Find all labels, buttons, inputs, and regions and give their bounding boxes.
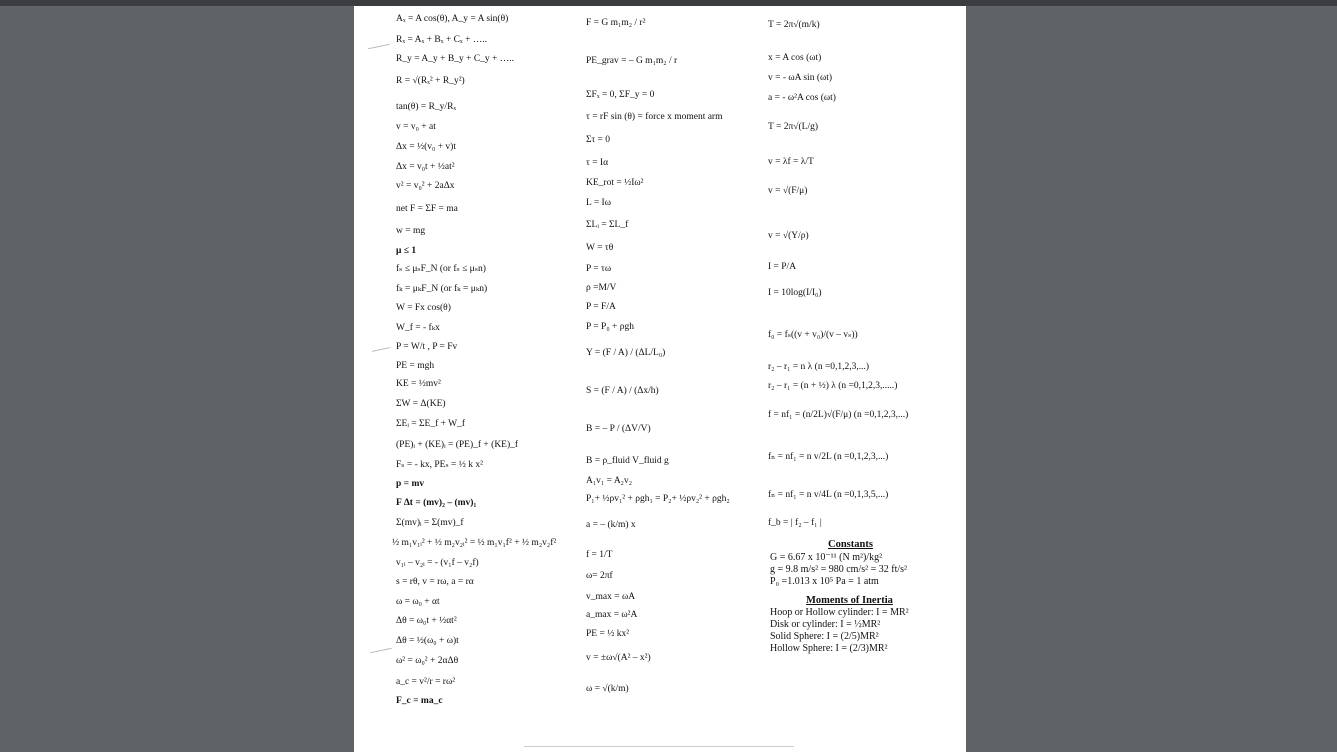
constants-heading: Constants xyxy=(828,539,873,550)
formula-line: f₀ = fₛ((v + v₀)/(v – vₛ)) xyxy=(768,330,858,340)
formula-line: ω = ω₀ + αt xyxy=(396,597,440,607)
inertia-line: Hollow Sphere: I = (2/3)MR² xyxy=(770,643,888,654)
formula-line: PE_grav = – G m₁m₂ / r xyxy=(586,56,678,66)
formula-line: T = 2π√(L/g) xyxy=(768,122,819,132)
formula-line: ω= 2πf xyxy=(586,571,613,581)
formula-line: Δx = ½(v₀ + v)t xyxy=(396,142,456,152)
formula-line: W_f = - fₖx xyxy=(396,323,440,333)
inertia-line: Solid Sphere: I = (2/5)MR² xyxy=(770,631,879,642)
pencil-mark xyxy=(370,648,392,654)
formula-line: Y = (F / A) / (ΔL/L₀) xyxy=(586,348,666,358)
formula-line: P = F/A xyxy=(586,302,616,312)
inertia-line: Disk or cylinder: I = ½MR² xyxy=(770,619,881,630)
formula-line: v = √(Y/ρ) xyxy=(768,231,809,241)
formula-line: r₂ – r₁ = n λ (n =0,1,2,3,...) xyxy=(768,362,870,372)
formula-line: Aₓ = A cos(θ), A_y = A sin(θ) xyxy=(396,14,509,24)
formula-line: tan(θ) = R_y/Rₓ xyxy=(396,102,457,112)
formula-line: ΣW = Δ(KE) xyxy=(396,399,446,409)
formula-line: KE = ½mv² xyxy=(396,379,441,389)
formula-line: KE_rot = ½Iω² xyxy=(586,178,644,188)
formula-line: L = Iω xyxy=(586,198,611,208)
formula-line: F_c = ma_c xyxy=(396,696,443,706)
formula-line: v = v₀ + at xyxy=(396,122,436,132)
inertia-heading: Moments of Inertia xyxy=(806,595,893,606)
formula-line: P₁+ ½ρv₁² + ρgh₁ = P₂+ ½ρv₂² + ρgh₂ xyxy=(586,494,730,504)
formula-line: ω² = ω₀² + 2αΔθ xyxy=(396,656,459,666)
formula-line: Rₓ = Aₓ + Bₓ + Cₓ + ….. xyxy=(396,35,488,45)
formula-line: ΣFₓ = 0, ΣF_y = 0 xyxy=(586,90,655,100)
formula-line: F Δt = (mv)₂ – (mv)₁ xyxy=(396,498,477,508)
formula-line: Δθ = ω₀t + ½αt² xyxy=(396,616,457,626)
formula-line: r₂ – r₁ = (n + ½) λ (n =0,1,2,3,.....) xyxy=(768,381,898,391)
formula-line: a_c = v²/r = rω² xyxy=(396,677,456,687)
formula-line: I = P/A xyxy=(768,262,797,272)
constant-line: G = 6.67 x 10⁻¹¹ (N m²)/kg² xyxy=(770,552,883,563)
formula-line: Δx = v₀t + ½at² xyxy=(396,162,455,172)
formula-line: μ ≤ 1 xyxy=(396,246,417,256)
formula-line: R_y = A_y + B_y + C_y + ….. xyxy=(396,54,515,64)
formula-line: v = λf = λ/T xyxy=(768,157,814,167)
inertia-line: Hoop or Hollow cylinder: I = MR² xyxy=(770,607,909,618)
formula-line: ΣEᵢ = ΣE_f + W_f xyxy=(396,419,466,429)
formula-line: W = τθ xyxy=(586,243,614,253)
bottom-rule xyxy=(524,746,794,747)
formula-line: fₙ = nf₁ = n v/2L (n =0,1,2,3,...) xyxy=(768,452,889,462)
formula-line: P = P₀ + ρgh xyxy=(586,322,634,332)
formula-line: ω = √(k/m) xyxy=(586,684,629,694)
formula-line: A₁v₁ = A₂v₂ xyxy=(586,476,633,486)
formula-sheet-page xyxy=(354,6,966,752)
formula-line: s = rθ, v = rω, a = rα xyxy=(396,577,474,587)
formula-line: x = A cos (ωt) xyxy=(768,53,822,63)
formula-line: B = – P / (ΔV/V) xyxy=(586,424,651,434)
formula-line: p = mv xyxy=(396,479,425,489)
formula-line: v_max = ωA xyxy=(586,592,636,602)
formula-line: W = Fx cos(θ) xyxy=(396,303,451,313)
formula-line: w = mg xyxy=(396,226,426,236)
formula-line: fₖ = μₖF_N (or fₖ = μₖn) xyxy=(396,284,488,294)
formula-line: a = - ω²A cos (ωt) xyxy=(768,93,836,103)
formula-line: ρ =M/V xyxy=(586,283,617,293)
formula-line: f_b = | f₂ – f₁ | xyxy=(768,518,822,528)
formula-line: P = W/t , P = Fv xyxy=(396,342,458,352)
formula-line: f = 1/T xyxy=(586,550,613,560)
constant-line: g = 9.8 m/s² = 980 cm/s² = 32 ft/s² xyxy=(770,564,908,575)
formula-line: F = G m₁m₂ / r² xyxy=(586,18,646,28)
formula-line: net F = ΣF = ma xyxy=(396,204,458,214)
formula-line: ½ m₁v₁ᵢ² + ½ m₂v₂ᵢ² = ½ m₁v₁f² + ½ m₂v₂f² xyxy=(392,538,557,548)
formula-line: S = (F / A) / (Δx/h) xyxy=(586,386,659,396)
pencil-mark xyxy=(372,347,390,352)
formula-line: T = 2π√(m/k) xyxy=(768,20,820,30)
formula-line: fₙ = nf₁ = n v/4L (n =0,1,3,5,...) xyxy=(768,490,889,500)
formula-line: R = √(Rₓ² + R_y²) xyxy=(396,76,465,86)
pencil-mark xyxy=(368,44,390,50)
formula-line: Fₛ = - kx, PEₛ = ½ k x² xyxy=(396,460,483,470)
formula-line: I = 10log(I/I₀) xyxy=(768,288,822,298)
constant-line: P₀ =1.013 x 10⁵ Pa = 1 atm xyxy=(770,576,879,587)
formula-line: Σ(mv)ᵢ = Σ(mv)_f xyxy=(396,518,464,528)
formula-line: τ = rF sin (θ) = force x moment arm xyxy=(586,112,723,122)
formula-line: v₁ᵢ – v₂ᵢ = - (v₁f – v₂f) xyxy=(396,558,479,568)
formula-line: ΣLᵢ = ΣL_f xyxy=(586,220,629,230)
formula-line: v = - ωA sin (ωt) xyxy=(768,73,833,83)
formula-line: fₛ ≤ μₛF_N (or fₛ ≤ μₛn) xyxy=(396,264,486,274)
formula-line: v = √(F/μ) xyxy=(768,186,808,196)
formula-line: f = nf₁ = (n/2L)√(F/μ) (n =0,1,2,3,...) xyxy=(768,410,909,420)
formula-line: P = τω xyxy=(586,264,612,274)
formula-line: Δθ = ½(ω₀ + ω)t xyxy=(396,636,459,646)
formula-line: B = ρ_fluid V_fluid g xyxy=(586,456,669,466)
formula-line: PE = ½ kx² xyxy=(586,629,630,639)
formula-line: Στ = 0 xyxy=(586,135,611,145)
formula-line: PE = mgh xyxy=(396,361,435,371)
formula-line: v = ±ω√(A² – x²) xyxy=(586,653,651,663)
formula-line: (PE)ᵢ + (KE)ᵢ = (PE)_f + (KE)_f xyxy=(396,440,519,450)
formula-line: v² = v₀² + 2aΔx xyxy=(396,181,455,191)
formula-line: a = – (k/m) x xyxy=(586,520,636,530)
formula-line: τ = Iα xyxy=(586,158,609,168)
formula-line: a_max = ω²A xyxy=(586,610,638,620)
